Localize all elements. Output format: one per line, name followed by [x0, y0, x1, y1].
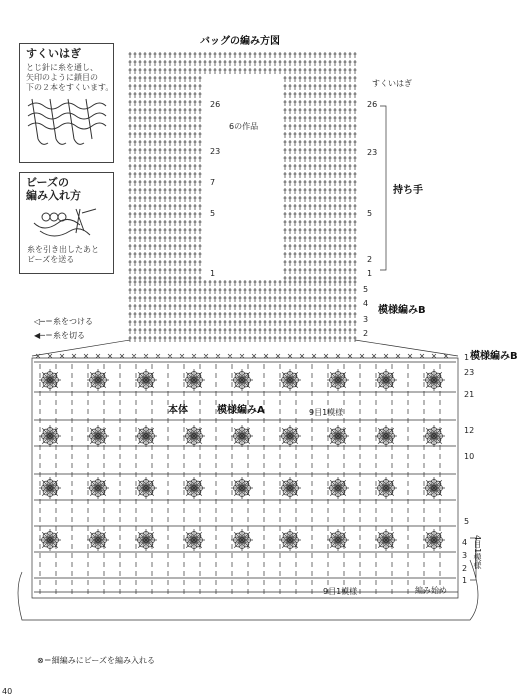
repeat-9-label: 9目1模様 [309, 408, 344, 417]
beads-caption: 糸を引き出したあと ビーズを送る [27, 245, 99, 264]
row-num-b-3: 3 [363, 315, 369, 324]
diagram-title: バッグの編み方図 [200, 36, 280, 47]
repeat-4-label: 4目1模様 [473, 535, 482, 570]
row-num-right-5: 5 [367, 209, 373, 218]
attach-symbol-icon: ◁─ [34, 317, 45, 326]
row-num-body-3: 3 [462, 551, 468, 560]
row-num-body-4: 4 [462, 538, 468, 547]
row-num-body-2: 2 [462, 564, 468, 573]
legend-attach: ◁─＝糸をつける [34, 317, 93, 326]
row-num-body-23: 23 [464, 368, 475, 377]
legend-bead: ⊗＝細編みにビーズを編み入れる [37, 656, 155, 665]
row-num-body-1: 1 [464, 353, 470, 362]
row-num-right-26: 26 [367, 100, 378, 109]
pattern-b-right-label: 模様編みB [470, 351, 518, 362]
sukui-hagi-text: とじ針に糸を通し、 矢印のように鎖目の 下の２本をすくいます。 [26, 63, 114, 92]
row-num-body-10: 10 [464, 452, 475, 461]
row-num-left-1: 1 [210, 269, 216, 278]
cut-symbol-icon: ◀─ [34, 331, 45, 340]
sukui-hagi-box [19, 43, 114, 163]
sukui-hagi-illustration [20, 44, 113, 162]
row-num-left-26: 26 [210, 100, 221, 109]
row-num-b-2: 2 [363, 329, 369, 338]
page-number: 40 [2, 687, 13, 696]
row-num-b-4: 4 [363, 299, 369, 308]
row-num-right-2: 2 [367, 255, 373, 264]
row-num-left-7: 7 [210, 178, 216, 187]
row-num-right-1: 1 [367, 269, 373, 278]
row-num-body-21: 21 [464, 390, 475, 399]
row-num-left-23: 23 [210, 147, 221, 156]
bead-symbol-icon: ⊗ [37, 656, 44, 665]
body-label: 本体 [168, 405, 188, 416]
start-label: 編み始め [415, 586, 447, 595]
row-num-body-1b: 1 [462, 576, 468, 585]
sukui-hagi-label: すくいはぎ [372, 79, 412, 88]
sukui-hagi-title: すくいはぎ [26, 47, 81, 60]
beads-title: ビーズの 編み入れ方 [26, 176, 81, 202]
row-num-body-5: 5 [464, 517, 470, 526]
pattern-a-label: 模様編みA [217, 405, 265, 416]
pattern-b-top-label: 模様編みB [378, 305, 426, 316]
row-num-b-5: 5 [363, 285, 369, 294]
legend-cut: ◀─＝糸を切る [34, 331, 85, 340]
work-6-label: 6の作品 [229, 122, 259, 131]
beads-box [19, 172, 114, 274]
row-num-right-23: 23 [367, 148, 378, 157]
repeat-9-bottom-label: 9目1模様 [323, 587, 358, 596]
row-num-body-12: 12 [464, 426, 475, 435]
handle-label: 持ち手 [393, 185, 423, 196]
row-num-left-5: 5 [210, 209, 216, 218]
